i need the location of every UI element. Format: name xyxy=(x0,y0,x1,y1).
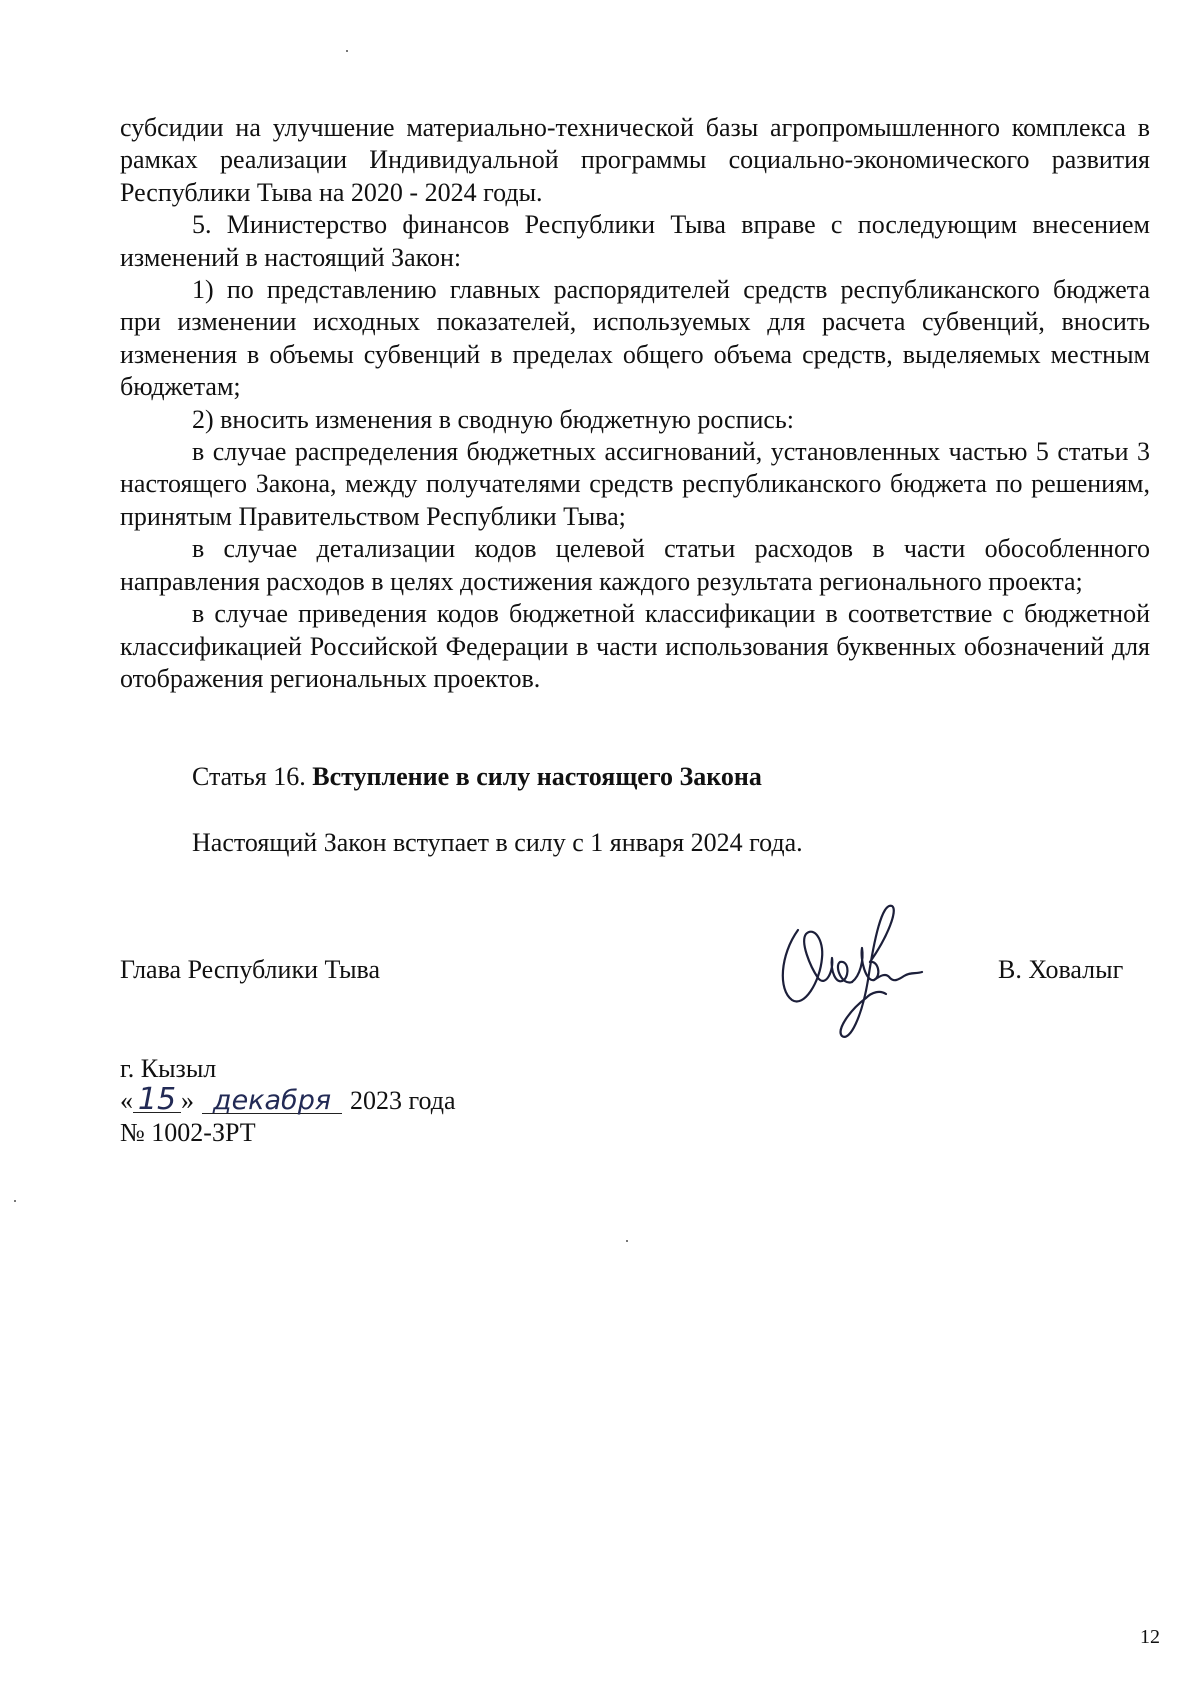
signature-image xyxy=(770,900,940,1050)
scan-speck xyxy=(626,1240,628,1242)
signer-position: Глава Республики Тыва xyxy=(120,955,381,984)
paragraph-item-1: 1) по представлению главных распорядителей средств республиканского бюджета при изменении исходных показателей, используемых для расчета субвенций, вносить изменения в объемы субвенций в пределах общего объема средств, выделяемых местным бюджетам; xyxy=(120,275,1150,402)
article-heading xyxy=(192,761,762,793)
date-year: 2023 года xyxy=(350,1086,456,1115)
article-prefix: Статья 16. xyxy=(192,762,306,791)
body-text xyxy=(120,112,1150,695)
effective-date-text: Настоящий Закон вступает в силу с 1 января 2024 года. xyxy=(192,828,803,857)
paragraph-case-distribution: в случае распределения бюджетных ассигнований, установленных частью 5 статьи 3 настоящего Закона, между получателями средств республиканского бюджета по решениям, принятым Правительством Республики Тыва; xyxy=(120,437,1150,531)
date-day-handwritten: 15 xyxy=(133,1088,181,1113)
paragraph-ministry-rights: 5. Министерство финансов Республики Тыва вправе с последующим внесением изменений в настоящий Закон: xyxy=(120,210,1150,272)
place-of-signing: г. Кызыл xyxy=(120,1054,217,1083)
scan-speck xyxy=(346,50,348,52)
paragraph-case-detailing: в случае детализации кодов целевой статьи расходов в части обособленного направления расходов в целях достижения каждого результата регионального проекта; xyxy=(120,534,1150,596)
date-month-handwritten: декабря xyxy=(202,1089,342,1114)
signer-name: В. Ховалыг xyxy=(998,955,1124,984)
article-title: Вступление в силу настоящего Закона xyxy=(312,762,762,791)
paragraph-subsidies: субсидии на улучшение материально-технической базы агропромышленного комплекса в рамках реализации Индивидуальной программы социально-экономического развития Республики Тыва на 2020 - 2024 годы. xyxy=(120,113,1150,207)
signing-date xyxy=(120,1082,456,1117)
law-number: № 1002-ЗРТ xyxy=(120,1118,256,1147)
scan-speck xyxy=(14,1200,16,1202)
date-close-quote: » xyxy=(181,1086,194,1115)
date-open-quote: « xyxy=(120,1086,133,1115)
paragraph-case-codes: в случае приведения кодов бюджетной классификации в соответствие с бюджетной классификацией Российской Федерации в части использования буквенных обозначений для отображения региональных проектов. xyxy=(120,599,1150,693)
page-number: 12 xyxy=(1140,1626,1160,1648)
paragraph-item-2: 2) вносить изменения в сводную бюджетную роспись: xyxy=(192,404,795,434)
